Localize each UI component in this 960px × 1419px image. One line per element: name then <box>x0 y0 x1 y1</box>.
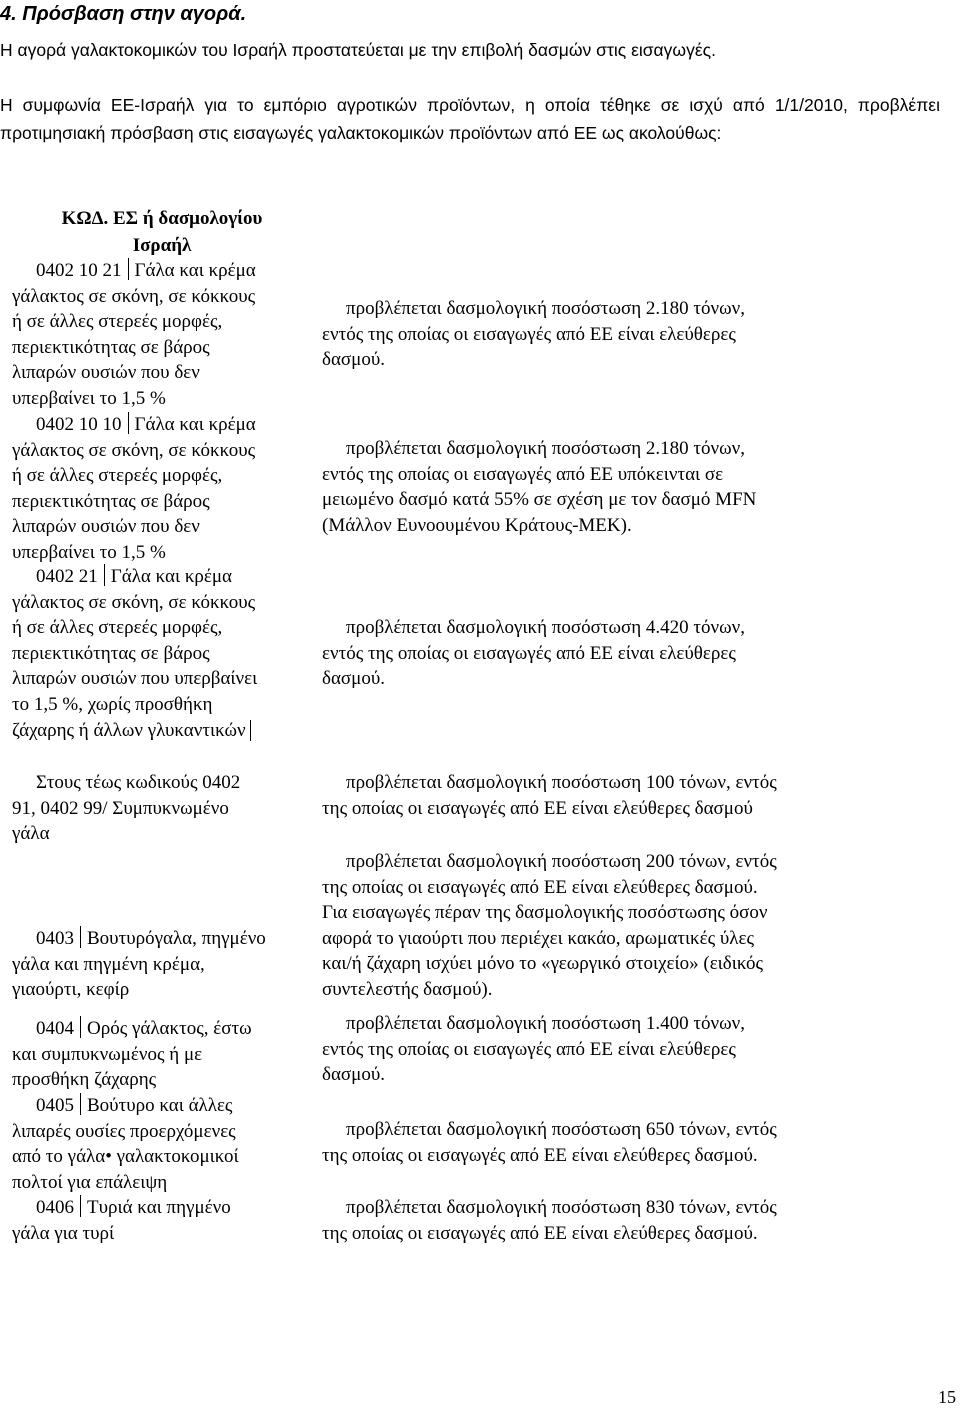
row-4-left <box>12 770 312 847</box>
left-cell-line: γιαούρτι, κεφίρ <box>12 979 130 1001</box>
row-5-left <box>12 926 312 1003</box>
left-cell-line: το 1,5 %, χωρίς προσθήκη <box>12 693 213 715</box>
right-cell-line: δασμού. <box>322 349 385 371</box>
cell-divider <box>80 1093 81 1115</box>
row-6-left <box>12 1016 312 1093</box>
right-cell-line: δασμού. <box>322 668 385 690</box>
left-cell-line: γάλακτος σε σκόνη, σε κόκκους <box>12 439 256 461</box>
right-cell-line: και/ή ζάχαρη ισχύει μόνο το «γεωργικό στοιχείο» (ειδικός <box>322 953 764 975</box>
row-1-left <box>12 258 312 412</box>
right-cell-line: αφορά το γιαούρτι που περιέχει κακάο, αρωματικές ύλες <box>322 927 755 949</box>
right-cell-line: της οποίας οι εισαγωγές από ΕΕ είναι ελεύθερες δασμού. <box>322 1222 758 1244</box>
left-cell-line: ζάχαρης ή άλλων γλυκαντικών <box>12 718 312 744</box>
left-cell-line: περιεκτικότητας σε βάρος <box>12 490 210 512</box>
intro-paragraph-1: Η αγορά γαλακτοκομικών του Ισραήλ προστατεύεται με την επιβολή δασμών στις εισαγωγές. <box>0 40 716 60</box>
table-header-line-1: ΚΩΔ. ΕΣ ή δασμολογίου <box>61 208 263 229</box>
right-cell-line: προβλέπεται δασμολογική ποσόστωση 2.180 τόνων, <box>346 298 745 319</box>
row-1-right <box>322 296 952 373</box>
right-cell-line: προβλέπεται δασμολογική ποσόστωση 200 τόνων, εντός <box>346 851 777 872</box>
left-cell-line: περιεκτικότητας σε βάρος <box>12 642 210 664</box>
row-4-right <box>322 770 952 821</box>
row-3-right <box>322 615 952 692</box>
right-cell-line: συντελεστής δασμού). <box>322 978 493 1000</box>
right-cell-line: εντός της οποίας οι εισαγωγές από ΕΕ είναι ελεύθερες <box>322 642 736 664</box>
left-cell-line: και συμπυκνωμένος ή με <box>12 1043 203 1065</box>
row-6-right <box>322 1011 952 1088</box>
right-cell-line: εντός της οποίας οι εισαγωγές από ΕΕ είναι ελεύθερες <box>322 1038 736 1060</box>
left-cell-line: υπερβαίνει το 1,5 % <box>12 387 166 409</box>
left-cell-line: 0405 Βούτυρο και άλλες <box>36 1095 233 1116</box>
right-cell-line: (Μάλλον Ευνοουμένου Κράτους-ΜΕΚ). <box>322 514 632 536</box>
left-cell-line: γάλακτος σε σκόνη, σε κόκκους <box>12 591 256 613</box>
row-8-right <box>322 1195 952 1246</box>
left-cell-line: λιπαρών ουσιών που υπερβαίνει <box>12 668 258 690</box>
left-cell-line: υπερβαίνει το 1,5 % <box>12 541 166 563</box>
table-header <box>12 205 312 259</box>
cell-divider <box>80 1016 81 1038</box>
row-7-left <box>12 1093 312 1195</box>
row-3-left <box>12 564 312 743</box>
page-number: 15 <box>938 1387 956 1408</box>
right-cell-line: μειωμένο δασμό κατά 55% σε σχέση με τον δασμό MFN <box>322 489 757 511</box>
left-cell-line: λιπαρών ουσιών που δεν <box>12 362 200 384</box>
right-cell-line: προβλέπεται δασμολογική ποσόστωση 4.420 τόνων, <box>346 617 745 638</box>
left-cell-line: λιπαρές ουσίες προερχόμενες <box>12 1120 236 1142</box>
left-cell-line: 0402 10 21 Γάλα και κρέμα <box>36 260 256 281</box>
cell-divider <box>128 412 129 434</box>
left-cell-line: πολτοί για επάλειψη <box>12 1171 168 1193</box>
left-cell-line: Στους τέως κωδικούς 0402 <box>36 772 241 793</box>
intro-paragraph-2: Η συμφωνία ΕΕ-Ισραήλ για το εμπόριο αγροτικών προϊόντων, η οποία τέθηκε σε ισχύ από 1/1/2010, προβλέπει προτιμησιακή πρόσβαση στις εισαγωγές γαλακτοκομικών προϊόντων από ΕΕ ως ακολούθως: <box>0 95 940 143</box>
right-cell-line: εντός της οποίας οι εισαγωγές από ΕΕ είναι ελεύθερες <box>322 323 736 345</box>
right-cell-line: Για εισαγωγές πέραν της δασμολογικής ποσόστωσης όσον <box>322 902 768 924</box>
cell-divider <box>104 564 105 586</box>
left-cell-line: γάλακτος σε σκόνη, σε κόκκους <box>12 285 256 307</box>
right-cell-line: προβλέπεται δασμολογική ποσόστωση 2.180 τόνων, <box>346 438 745 459</box>
left-cell-line: 91, 0402 99/ Συμπυκνωμένο <box>12 797 229 819</box>
left-cell-line: γάλα και πηγμένη κρέμα, <box>12 953 205 975</box>
cell-divider <box>128 258 129 280</box>
row-8-left <box>12 1195 312 1246</box>
right-cell-line: εντός της οποίας οι εισαγωγές από ΕΕ υπόκεινται σε <box>322 463 724 485</box>
left-cell-line: λιπαρών ουσιών που δεν <box>12 516 200 538</box>
left-cell-line: περιεκτικότητας σε βάρος <box>12 336 210 358</box>
row-2-left <box>12 412 312 566</box>
left-cell-line: 0402 10 10 Γάλα και κρέμα <box>36 414 256 435</box>
left-cell-line: προσθήκη ζάχαρης <box>12 1069 157 1091</box>
left-cell-line: ή σε άλλες στερεές μορφές, <box>12 465 223 487</box>
cell-divider <box>80 926 81 948</box>
right-cell-line: της οποίας οι εισαγωγές από ΕΕ είναι ελεύθερες δασμού <box>322 797 753 819</box>
left-cell-line: γάλα για τυρί <box>12 1222 115 1244</box>
right-cell-line: προβλέπεται δασμολογική ποσόστωση 100 τόνων, εντός <box>346 772 777 793</box>
left-cell-line: 0406 Τυριά και πηγμένο <box>36 1197 231 1218</box>
right-cell-line: της οποίας οι εισαγωγές από ΕΕ είναι ελεύθερες δασμού. <box>322 876 758 898</box>
table-header-line-2: Ισραήλ <box>132 235 192 256</box>
right-cell-line: δασμού. <box>322 1064 385 1086</box>
row-2-right <box>322 436 952 538</box>
row-7-right <box>322 1117 952 1168</box>
left-cell-line: από το γάλα• γαλακτοκομικοί <box>12 1146 239 1168</box>
cell-divider <box>80 1195 81 1217</box>
left-cell-line: 0404 Ορός γάλακτος, έστω <box>36 1018 252 1039</box>
right-cell-line: προβλέπεται δασμολογική ποσόστωση 830 τόνων, εντός <box>346 1197 777 1218</box>
left-cell-line: 0402 21 Γάλα και κρέμα <box>36 566 233 587</box>
right-cell-line: της οποίας οι εισαγωγές από ΕΕ είναι ελεύθερες δασμού. <box>322 1144 758 1166</box>
right-cell-line: προβλέπεται δασμολογική ποσόστωση 650 τόνων, εντός <box>346 1119 777 1140</box>
section-heading: 4. Πρόσβαση στην αγορά. <box>0 3 247 25</box>
left-cell-line: ή σε άλλες στερεές μορφές, <box>12 311 223 333</box>
row-5-right <box>322 849 952 1003</box>
left-cell-line: γάλα <box>12 823 50 845</box>
left-cell-line: ή σε άλλες στερεές μορφές, <box>12 617 223 639</box>
right-cell-line: προβλέπεται δασμολογική ποσόστωση 1.400 τόνων, <box>346 1013 745 1034</box>
left-cell-line: 0403 Βουτυρόγαλα, πηγμένο <box>36 928 266 949</box>
